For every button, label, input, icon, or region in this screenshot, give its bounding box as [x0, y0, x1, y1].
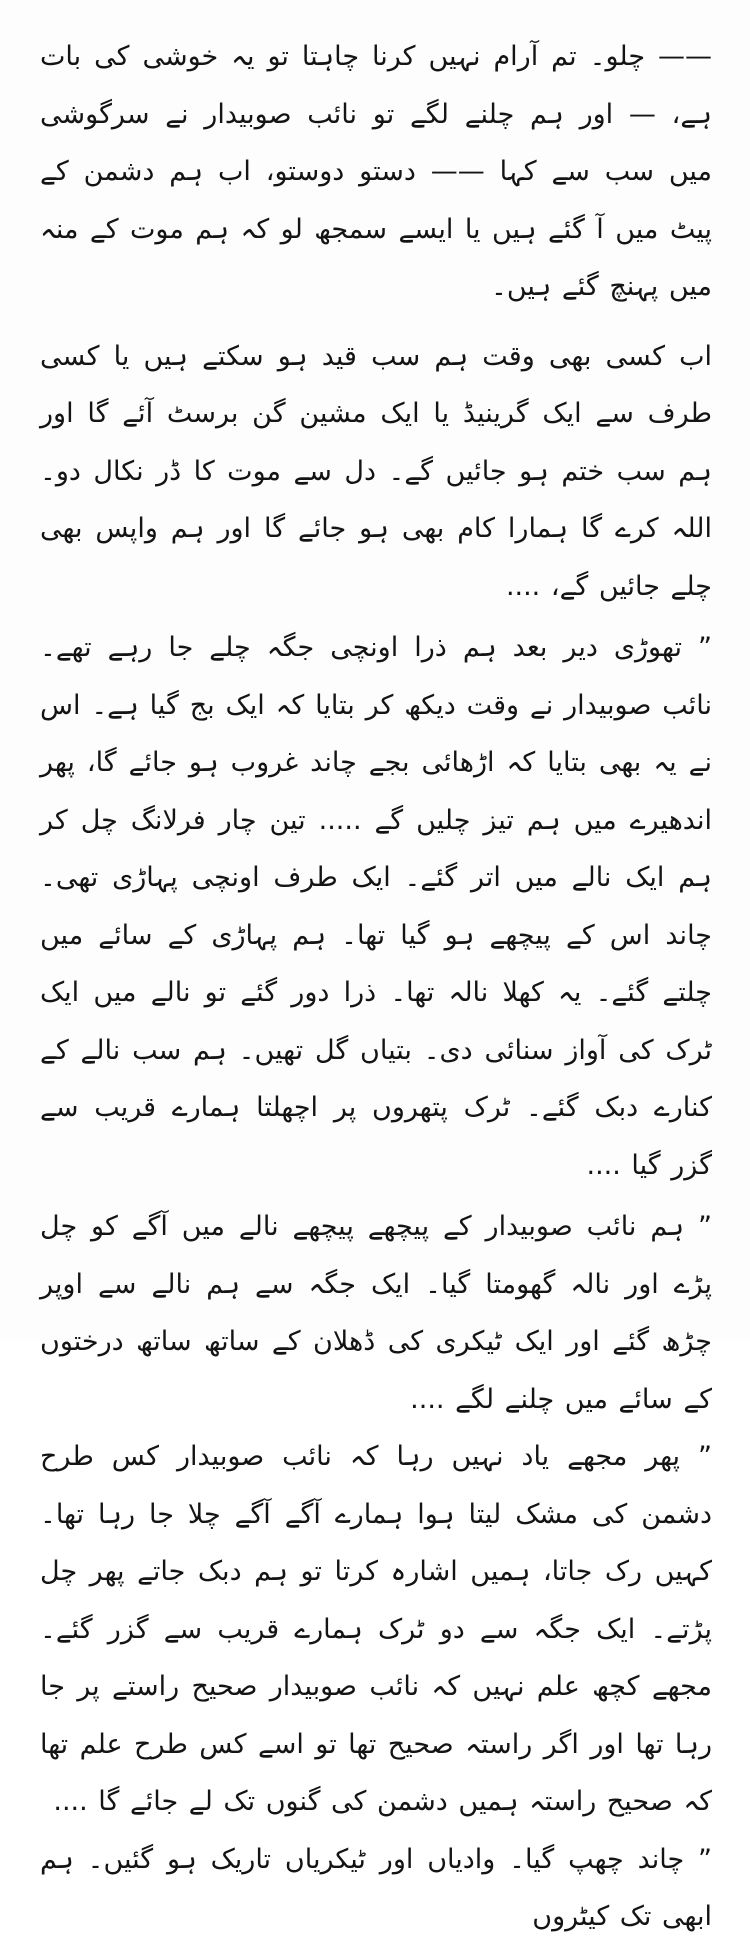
- paragraph-1: —— چلو۔ تم آرام نہیں کرنا چاہتا تو یہ خوشی کی بات ہے، — اور ہم چلنے لگے تو نائب صوبیدار نے سرگوشی میں سب سے کہا —— دستو دوستو، اب ہم دشمن کے پیٹ میں آ گئے ہیں یا ایسے سمجھ لو کہ ہم موت کے منہ میں پہنچ گئے ہیں۔: [40, 41, 712, 302]
- paragraph-3: ” تھوڑی دیر بعد ہم ذرا اونچی جگہ چلے جا رہے تھے۔ نائب صوبیدار نے وقت دیکھ کر بتایا کہ ایک بج گیا ہے۔ اس نے یہ بھی بتایا کہ اڑھائی بجے چاند غروب ہو جائے گا، پھر اندھیرے میں ہم تیز چلیں گے ..... تین چار فرلانگ چل کر ہم ایک نالے میں اتر گئے۔ ایک طرف اونچی پہاڑی تھی۔ چاند اس کے پیچھے ہو گیا تھا۔ ہم پہاڑی کے سائے میں چلتے گئے۔ یہ کھلا نالہ تھا۔ ذرا دور گئے تو نالے میں ایک ٹرک کی آواز سنائی دی۔ بتیاں گل تھیں۔ ہم سب نالے کے کنارے دبک گئے۔ ٹرک پتھروں پر اچھلتا ہمارے قریب سے گزر گیا ....: [40, 632, 712, 1181]
- paragraph-2: اب کسی بھی وقت ہم سب قید ہو سکتے ہیں یا کسی طرف سے ایک گرینیڈ یا ایک مشین گن برسٹ آئے گا اور ہم سب ختم ہو جائیں گے۔ دل سے موت کا ڈر نکال دو۔ اللہ کرے گا ہمارا کام بھی ہو جائے گا اور ہم واپس بھی چلے جائیں گے، ....: [40, 340, 712, 602]
- paragraph-6: ” چاند چھپ گیا۔ وادیاں اور ٹیکریاں تاریک ہو گئیں۔ ہم ابھی تک کیٹروں: [40, 1843, 712, 1932]
- paragraph-5: ” پھر مجھے یاد نہیں رہا کہ نائب صوبیدار کس طرح دشمن کی مشک لیتا ہوا ہمارے آگے آگے چلا جا رہا تھا۔ کہیں رک جاتا، ہمیں اشارہ کرتا تو ہم دبک جاتے پھر چل پڑتے۔ ایک جگہ سے دو ٹرک ہمارے قریب سے گزر گئے۔ مجھے کچھ علم نہیں کہ نائب صوبیدار صحیح راستے پر جا رہا تھا اور اگر راستہ صحیح تھا تو اسے کس طرح علم تھا کہ صحیح راستہ ہمیں دشمن کی گنوں تک لے جائے گا ....: [40, 1441, 712, 1817]
- paragraph-4: ” ہم نائب صوبیدار کے پیچھے پیچھے نالے میں آگے کو چل پڑے اور نالہ گھومتا گیا۔ ایک جگہ سے ہم نالے سے اوپر چڑھ گئے اور ایک ٹیکری کی ڈھلان کے ساتھ ساتھ درختوں کے سائے میں چلنے لگے ....: [40, 1211, 712, 1415]
